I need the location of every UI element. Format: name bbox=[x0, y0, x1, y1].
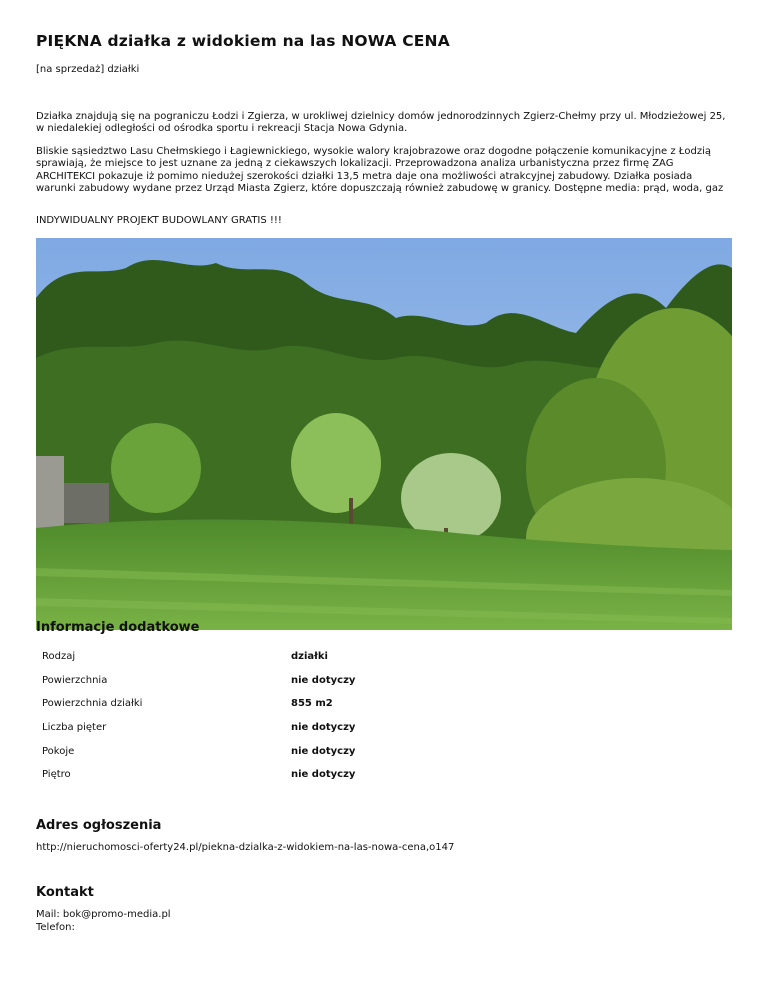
detail-label: Liczba pięter bbox=[42, 722, 107, 734]
table-row bbox=[36, 645, 355, 669]
table-row bbox=[36, 669, 355, 693]
contact-title: Kontakt bbox=[36, 885, 94, 900]
listing-category: [na sprzedaż] działki bbox=[36, 64, 140, 75]
details-table bbox=[36, 645, 355, 787]
detail-value: nie dotyczy bbox=[291, 674, 356, 686]
table-row bbox=[36, 692, 355, 716]
detail-label: Powierzchnia działki bbox=[42, 698, 143, 710]
detail-label: Rodzaj bbox=[42, 651, 76, 663]
detail-value: działki bbox=[291, 651, 328, 663]
address-url[interactable]: http://nieruchomosci-oferty24.pl/piekna-dzialka-z-widokiem-na-las-nowa-cena,o147 bbox=[36, 842, 455, 853]
description-paragraph: Bliskie sąsiedztwo Lasu Chełmskiego i Łagiewnickiego, wysokie walory krajobrazowe oraz dogodne połączenie komunikacyjne z Łodzią sprawiają, że miejsce to jest uznane za jedną z ciekawszych lokalizacji. Przeprowadzona analiza urbanistyczna przez firmę ZAG ARCHITEKCI pokazuje iż pomimo niedużej szerokości działki 13,5 metra daje ona możliwości atrakcyjnej zabudowy. Działka posiada warunki zabudowy wydane przez Urząd Miasta Zgierz, które dopuszczają również zabudowę w granicy. Dostępne media: prąd, woda, gaz bbox=[36, 146, 724, 195]
contact-mail[interactable]: Mail: bok@promo-media.pl bbox=[36, 909, 171, 920]
address-title: Adres ogłoszenia bbox=[36, 818, 162, 833]
detail-value: nie dotyczy bbox=[291, 769, 356, 781]
description-paragraph: Działka znajdują się na pograniczu Łodzi i Zgierza, w urokliwej dzielnicy domów jednorodzinnych Zgierz-Chełmy przy ul. Młodzieżowej 25, w niedalekiej odległości od ośrodka sportu i rekreacji Stacja Nowa Gdynia. bbox=[36, 111, 726, 135]
details-title: Informacje dodatkowe bbox=[36, 620, 200, 635]
detail-label: Pokoje bbox=[42, 745, 75, 757]
detail-label: Powierzchnia bbox=[42, 674, 108, 686]
listing-title: PIĘKNA działka z widokiem na las NOWA CENA bbox=[36, 32, 450, 50]
promo-paragraph: INDYWIDUALNY PROJEKT BUDOWLANY GRATIS !!! bbox=[36, 215, 282, 226]
detail-value: 855 m2 bbox=[291, 698, 333, 710]
detail-value: nie dotyczy bbox=[291, 722, 356, 734]
listing-photo bbox=[36, 238, 732, 630]
table-row bbox=[36, 739, 355, 763]
detail-value: nie dotyczy bbox=[291, 745, 356, 757]
table-row bbox=[36, 716, 355, 740]
building bbox=[36, 456, 64, 528]
contact-phone: Telefon: bbox=[36, 922, 75, 933]
table-row bbox=[36, 763, 355, 787]
detail-label: Piętro bbox=[42, 769, 71, 781]
